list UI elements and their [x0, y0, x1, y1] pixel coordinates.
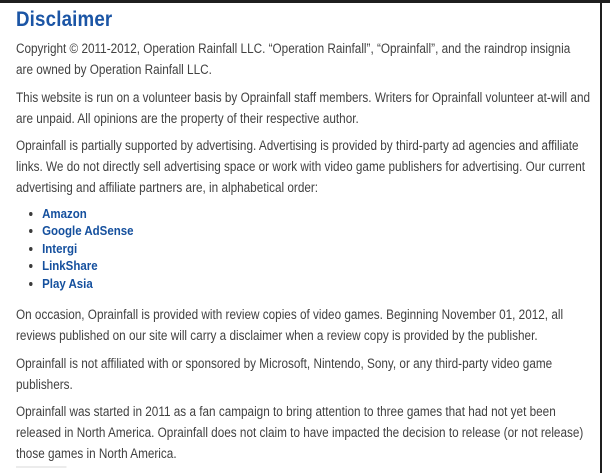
- partner-link-google-adsense[interactable]: Google AdSense: [42, 223, 134, 238]
- list-item: [42, 205, 590, 223]
- affiliation-paragraph: Oprainfall is not affiliated with or sponsored by Microsoft, Nintendo, Sony, or any third-party video game publishers.: [16, 355, 553, 392]
- review-copies-paragraph: On occasion, Oprainfall is provided with review copies of video games. Beginning November 01, 2012, all reviews published on our site will carry a disclaimer when a review copy is provided by the publisher.: [16, 307, 564, 343]
- partner-link-intergi[interactable]: Intergi: [42, 240, 78, 256]
- history-paragraph: Oprainfall was started in 2011 as a fan campaign to bring attention to three games that had not yet been released in North America. Oprainfall does not claim to have impacted the decision to release (or not release) those games in North America.: [16, 404, 584, 461]
- window-top-border: [0, 0, 610, 3]
- bottom-divider: [16, 466, 66, 468]
- content-column: [16, 8, 590, 468]
- page-title: Disclaimer: [16, 7, 113, 31]
- advertising-paragraph: Oprainfall is partially supported by advertising. Advertising is provided by third-party ad agencies and affiliate links. We do not directly sell advertising space or work with video game publishers for advertising. Our current advertising and affiliate partners are, in alphabetical order:: [16, 138, 586, 195]
- list-item: [42, 240, 590, 258]
- list-item: [42, 222, 590, 240]
- partner-link-play-asia[interactable]: Play Asia: [42, 275, 93, 291]
- partner-link-linkshare[interactable]: LinkShare: [42, 258, 98, 273]
- partner-list: [16, 205, 590, 293]
- list-item: [42, 275, 590, 293]
- partner-link-amazon[interactable]: Amazon: [42, 205, 87, 221]
- list-item: [42, 257, 590, 275]
- window-right-border: [600, 0, 602, 473]
- volunteer-paragraph: This website is run on a volunteer basis by Oprainfall staff members. Writers for Oprainfall volunteer at-will and are unpaid. All opinions are the property of their respective author.: [16, 89, 591, 126]
- copyright-paragraph: Copyright © 2011-2012, Operation Rainfall LLC. “Operation Rainfall”, “Oprainfall”, and the raindrop insignia are owned by Operation Rainfall LLC.: [16, 41, 571, 77]
